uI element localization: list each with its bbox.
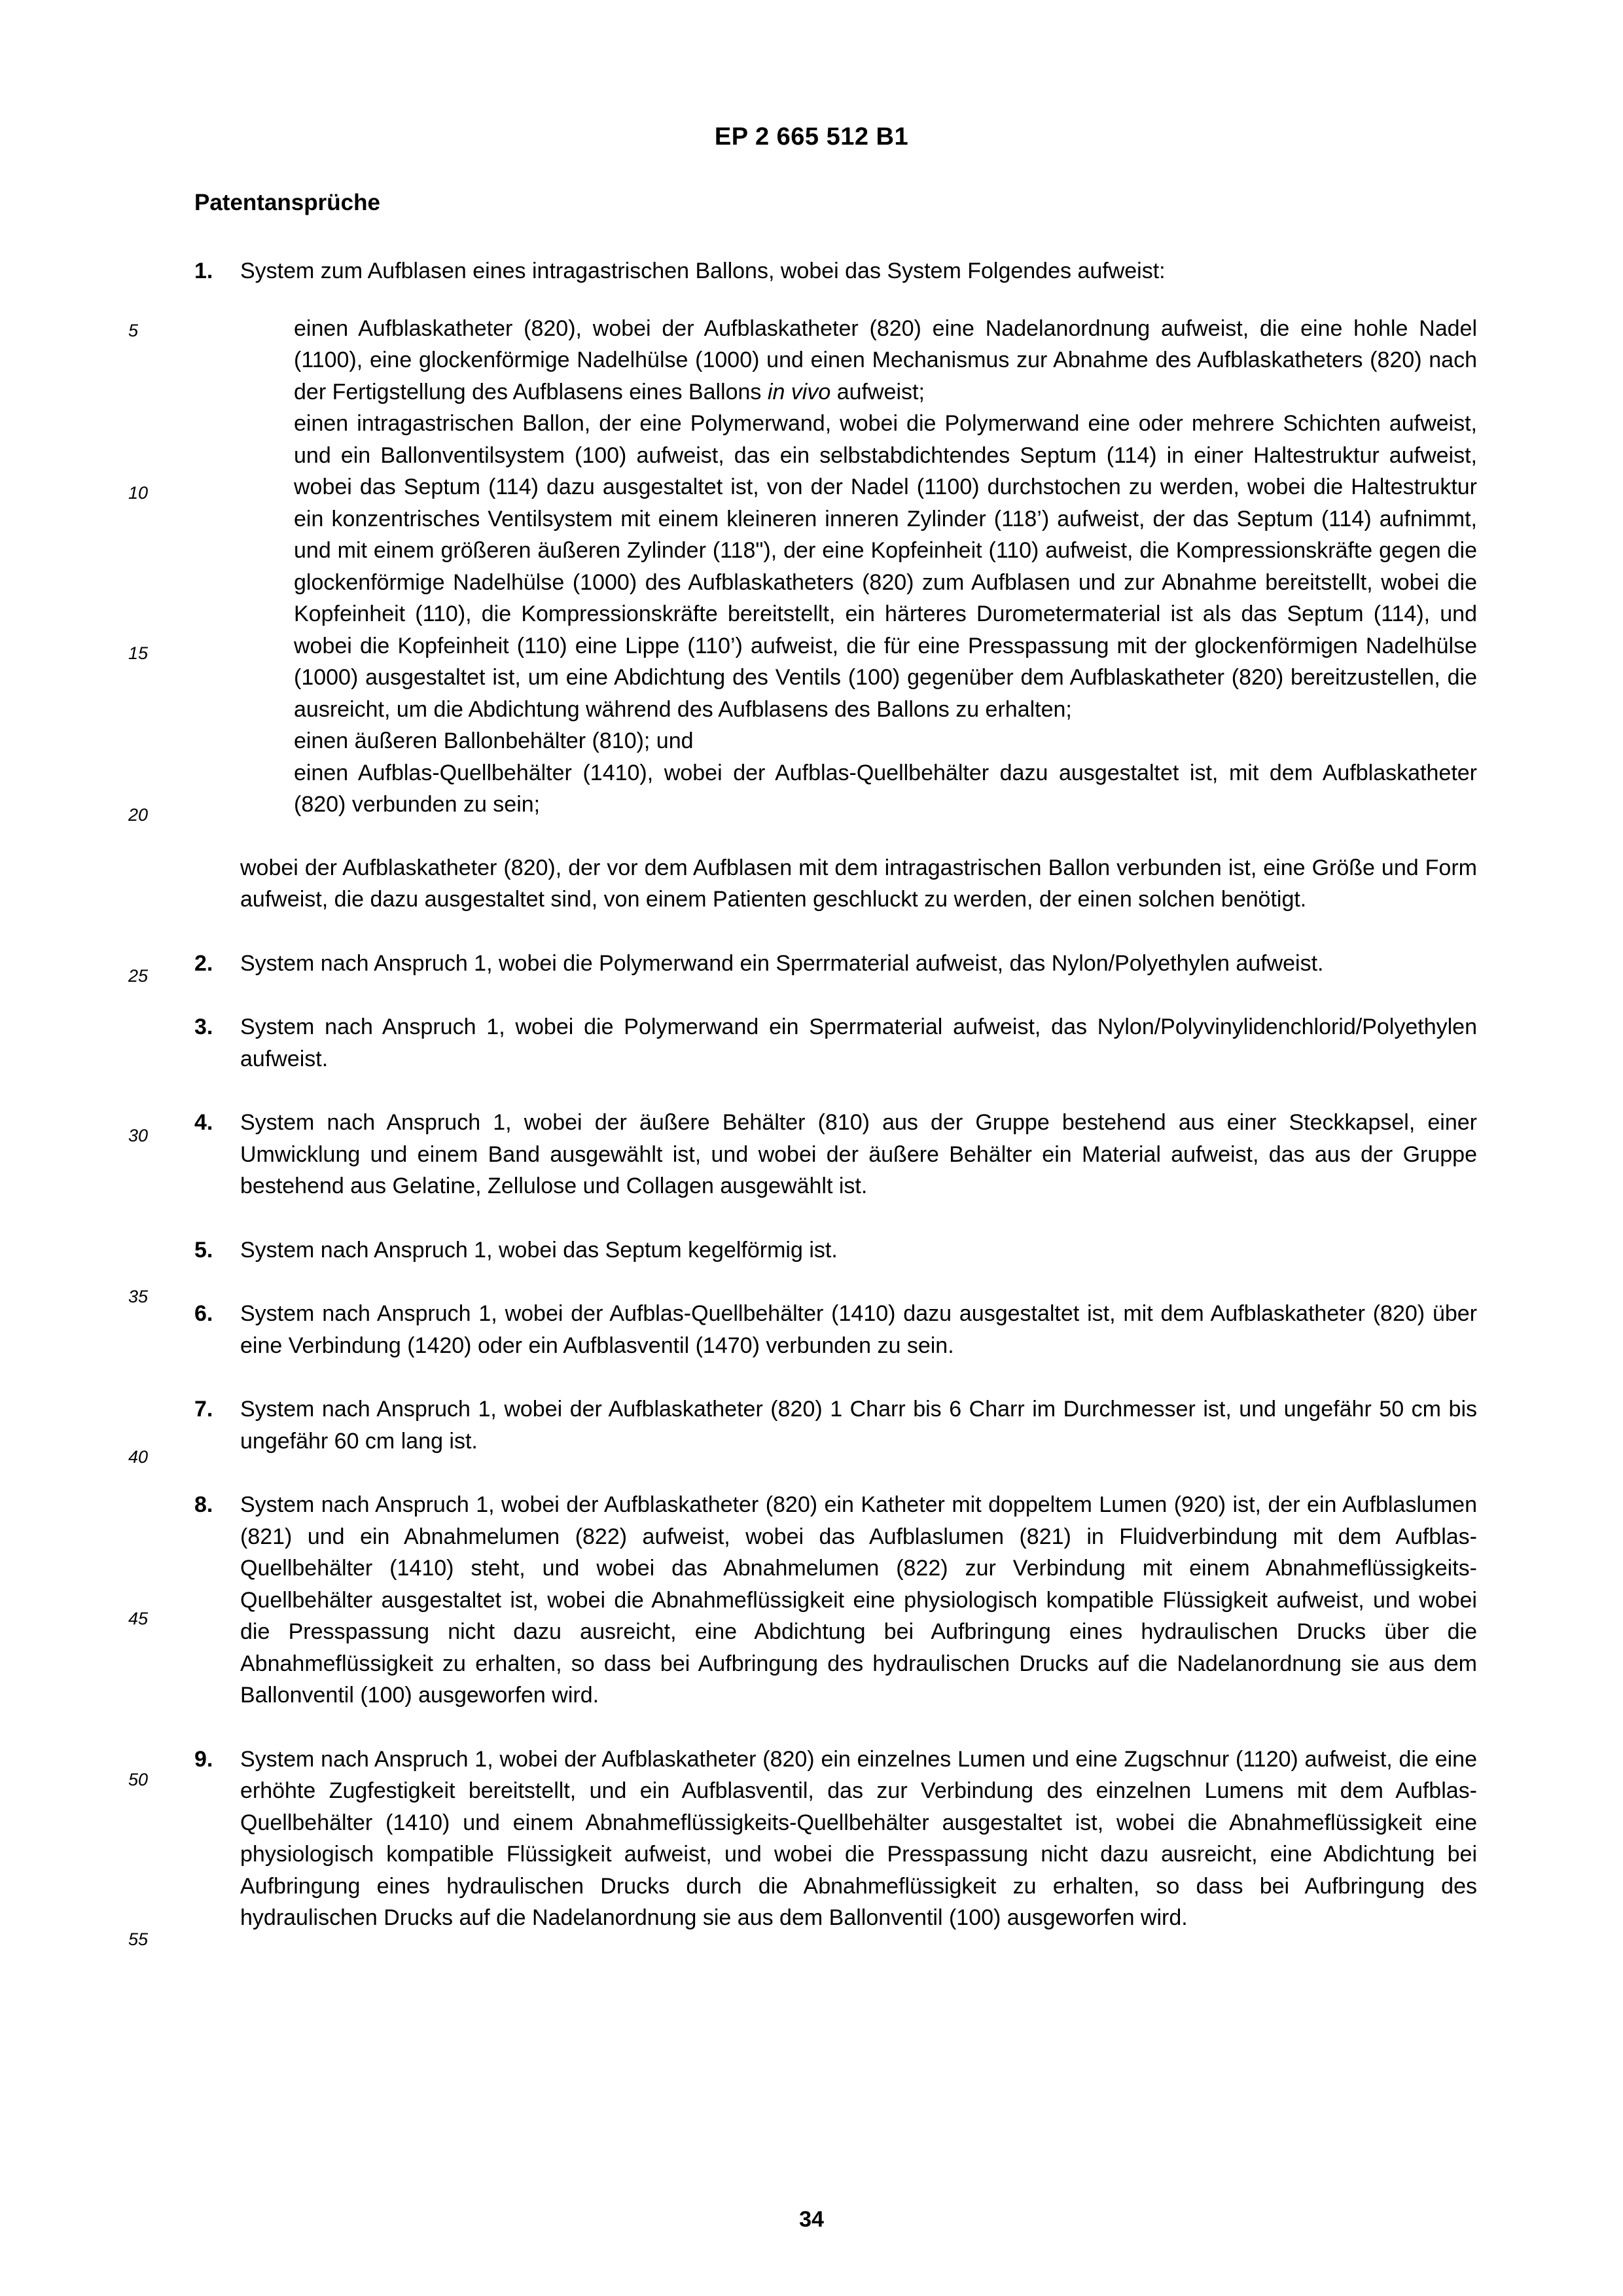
claim-6: [194, 1298, 1477, 1361]
claim-text: System nach Anspruch 1, wobei der Aufblaskatheter (820) 1 Charr bis 6 Charr im Durchmesser ist, und ungefähr 50 cm bis ungefähr 60 cm lang ist.: [240, 1397, 1477, 1454]
claim-element: einen intragastrischen Ballon, der eine Polymerwand, wobei die Polymerwand eine oder mehrere Schichten aufweist, und ein Ballonventilsystem (100) aufweist, das ein selbstabdichtendes Septum (114) in einer Haltestruktur aufweist, wobei das Septum (114) dazu ausgestaltet ist, von der Nadel (1100) durchstochen zu werden, wobei die Haltestruktur ein konzentrisches Ventilsystem mit einem kleineren inneren Zylinder (118’) aufweist, der das Septum (114) aufnimmt, und mit einem größeren äußeren Zylinder (118"), der eine Kopfeinheit (110) aufweist, die Kompressionskräfte gegen die glockenförmige Nadelhülse (1000) des Aufblaskatheters (820) zum Aufblasen und zur Abnahme bereitstellt, wobei die Kopfeinheit (110), die Kompressionskräfte bereitstellt, ein härteres Durometermaterial ist als das Septum (114), und wobei die Kopfeinheit (110) eine Lippe (110’) aufweist, die für eine Presspassung mit der glockenförmigen Nadelhülse (1000) ausgestaltet ist, um eine Abdichtung des Ventils (100) gegenüber dem Aufblaskatheter (820) bereitzustellen, die ausreicht, um die Abdichtung während des Aufblasens des Ballons zu erhalten;: [294, 411, 1477, 722]
claim-8: [194, 1489, 1477, 1712]
line-number: 15: [128, 643, 149, 663]
claim-7: [194, 1393, 1477, 1457]
claim-intro: System zum Aufblasen eines intragastrischen Ballons, wobei das System Folgendes aufweist:: [240, 259, 1166, 283]
claim-number: 2.: [194, 950, 213, 976]
claim-number: 8.: [194, 1492, 213, 1517]
italic-term: in vivo: [767, 379, 831, 404]
claim-1-elements: [294, 313, 1477, 821]
claim-number: 9.: [194, 1746, 213, 1772]
claim-element: einen Aufblaskatheter (820), wobei der Aufblaskatheter (820) eine Nadelanordnung aufweist, die eine hohle Nadel (1100), eine glockenförmige Nadelhülse (1000) und einen Mechanismus zur Abnahme des Aufblaskatheters (820) nach der Fertigstellung des Aufblasens eines Ballons in vivo aufweist;: [294, 315, 1477, 404]
claim-element: einen äußeren Ballonbehälter (810); und: [294, 728, 694, 753]
line-number: 20: [128, 805, 149, 825]
claim-number: 7.: [194, 1397, 213, 1422]
claims-list: [194, 255, 1477, 1934]
claim-number: 3.: [194, 1014, 213, 1039]
line-number: 10: [128, 483, 149, 503]
claim-text: System nach Anspruch 1, wobei der Aufblaskatheter (820) ein Katheter mit doppeltem Lumen (920) ist, der ein Aufblaslumen (821) und ein Abnahmelumen (822) aufweist, wobei das Aufblaslumen (821) in Fluidverbindung mit dem Aufblas-Quellbehälter (1410) steht, und wobei das Abnahmelumen (822) zur Verbindung mit einem Abnahmeflüssigkeits-Quellbehälter ausgestaltet ist, wobei die Abnahmeflüssigkeit eine physiologisch kompatible Flüssigkeit aufweist, und wobei die Presspassung nicht dazu ausreicht, eine Abdichtung bei Aufbringung eines hydraulischen Drucks über die Abnahmeflüssigkeit zu erhalten, so dass bei Aufbringung des hydraulischen Drucks auf die Nadelanordnung sie aus dem Ballonventil (100) ausgeworfen wird.: [240, 1492, 1477, 1708]
line-number: 30: [128, 1126, 149, 1145]
document-number-header: EP 2 665 512 B1: [714, 123, 909, 151]
claim-9: [194, 1744, 1477, 1934]
claim-closing: wobei der Aufblaskatheter (820), der vor dem Aufblasen mit dem intragastrischen Ballon verbunden ist, eine Größe und Form aufweist, die dazu ausgestaltet sind, von einem Patienten geschluckt zu werden, der einen solchen benötigt.: [240, 855, 1477, 912]
page-number: 34: [799, 2207, 824, 2232]
claim-text: System nach Anspruch 1, wobei das Septum kegelförmig ist.: [240, 1237, 838, 1263]
claim-text: System nach Anspruch 1, wobei die Polymerwand ein Sperrmaterial aufweist, das Nylon/Polyethylen aufweist.: [240, 950, 1324, 976]
claim-text: System nach Anspruch 1, wobei der Aufblaskatheter (820) ein einzelnes Lumen und eine Zugschnur (1120) aufweist, die eine erhöhte Zugfestigkeit bereitstellt, und ein Aufblasventil, das zur Verbindung des einzelnen Lumens mit dem Aufblas-Quellbehälter (1410) und einem Abnahmeflüssigkeits-Quellbehälter ausgestaltet ist, wobei die Abnahmeflüssigkeit eine physiologisch kompatible Flüssigkeit aufweist, und wobei die Presspassung nicht dazu ausreicht, eine Abdichtung bei Aufbringung eines hydraulischen Drucks durch die Abnahmeflüssigkeit zu erhalten, so dass bei Aufbringung des hydraulischen Drucks auf die Nadelanordnung sie aus dem Ballonventil (100) ausgeworfen wird.: [240, 1746, 1477, 1930]
claim-3: [194, 1011, 1477, 1075]
claim-text: System nach Anspruch 1, wobei die Polymerwand ein Sperrmaterial aufweist, das Nylon/Polyvinylidenchlorid/Polyethylen aufweist.: [240, 1014, 1477, 1071]
claim-5: [194, 1234, 1477, 1266]
line-number: 40: [128, 1447, 149, 1467]
claim-4: [194, 1107, 1477, 1202]
line-number: 25: [128, 966, 149, 986]
line-number: 50: [128, 1770, 149, 1789]
claim-text: System nach Anspruch 1, wobei der äußere Behälter (810) aus der Gruppe bestehend aus einer Steckkapsel, einer Umwicklung und einem Band ausgewählt ist, und wobei der äußere Behälter ein Material aufweist, das aus der Gruppe bestehend aus Gelatine, Zellulose und Collagen ausgewählt ist.: [240, 1110, 1477, 1198]
claim-number: 1.: [194, 259, 213, 283]
line-number: 35: [128, 1287, 149, 1306]
claim-1: [194, 255, 1477, 916]
line-number: 45: [128, 1609, 149, 1628]
claim-2: [194, 948, 1477, 980]
claim-text: System nach Anspruch 1, wobei der Aufblas-Quellbehälter (1410) dazu ausgestaltet ist, mit dem Aufblaskatheter (820) über eine Verbindung (1420) oder ein Aufblasventil (1470) verbunden zu sein.: [240, 1301, 1477, 1358]
claim-element: einen Aufblas-Quellbehälter (1410), wobei der Aufblas-Quellbehälter dazu ausgestaltet ist, mit dem Aufblaskatheter (820) verbunden zu sein;: [294, 760, 1477, 817]
claim-number: 4.: [194, 1110, 213, 1135]
line-number: 55: [128, 1929, 149, 1949]
claim-number: 6.: [194, 1301, 213, 1326]
section-title: Patentansprüche: [194, 190, 380, 215]
claim-number: 5.: [194, 1237, 213, 1263]
line-number: 5: [128, 321, 139, 340]
